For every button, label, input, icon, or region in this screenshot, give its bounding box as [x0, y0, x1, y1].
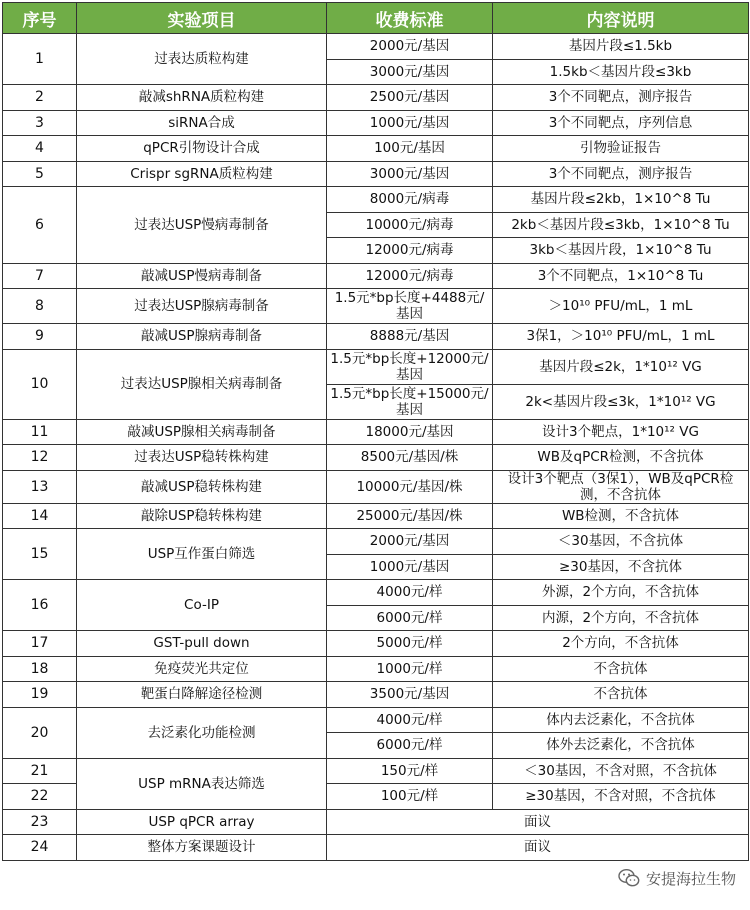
fee-standard: 6000元/样: [327, 733, 493, 759]
table-row: [3, 758, 749, 784]
project-name: qPCR引物设计合成: [77, 136, 327, 162]
project-name: 过表达USP腺病毒制备: [77, 289, 327, 324]
row-number: 3: [3, 110, 77, 136]
content-description: ＜30基因，不含对照，不含抗体: [493, 758, 749, 784]
fee-standard: 8000元/病毒: [327, 187, 493, 213]
content-description: 外源，2个方向，不含抗体: [493, 580, 749, 606]
row-number: 21: [3, 758, 77, 784]
row-number: 19: [3, 682, 77, 708]
content-description: 1.5kb＜基因片段≤3kb: [493, 59, 749, 85]
table-row: [3, 136, 749, 162]
content-description: ＞10¹⁰ PFU/mL，1 mL: [493, 289, 749, 324]
row-number: 15: [3, 529, 77, 580]
project-name: 过表达USP稳转株构建: [77, 445, 327, 471]
table-row: [3, 470, 749, 503]
fee-standard: 1000元/样: [327, 656, 493, 682]
row-number: 5: [3, 161, 77, 187]
project-name: 免疫荧光共定位: [77, 656, 327, 682]
row-number: 6: [3, 187, 77, 264]
watermark-text: 安提海拉生物: [645, 869, 736, 888]
table-row: [3, 110, 749, 136]
content-description: 面议: [327, 809, 749, 835]
content-description: 2kb＜基因片段≤3kb，1×10^8 Tu: [493, 212, 749, 238]
row-number: 9: [3, 324, 77, 350]
fee-standard: 1.5元*bp长度+15000元/基因: [327, 384, 493, 419]
project-name: 敲减USP腺病毒制备: [77, 324, 327, 350]
row-number: 16: [3, 580, 77, 631]
row-number: 13: [3, 470, 77, 503]
content-description: 体内去泛素化，不含抗体: [493, 707, 749, 733]
table-row: [3, 161, 749, 187]
table-row: [3, 631, 749, 657]
table-row: [3, 289, 749, 324]
content-description: ＜30基因，不含抗体: [493, 529, 749, 555]
project-name: USP qPCR array: [77, 809, 327, 835]
table-row: [3, 263, 749, 289]
fee-standard: 3500元/基因: [327, 682, 493, 708]
content-description: 3kb＜基因片段，1×10^8 Tu: [493, 238, 749, 264]
project-name: siRNA合成: [77, 110, 327, 136]
project-name: GST-pull down: [77, 631, 327, 657]
header-price: 收费标准: [327, 3, 493, 34]
fee-standard: 3000元/基因: [327, 161, 493, 187]
table-row: [3, 656, 749, 682]
content-description: WB检测，不含抗体: [493, 503, 749, 529]
table-row: [3, 419, 749, 445]
row-number: 7: [3, 263, 77, 289]
fee-standard: 100元/基因: [327, 136, 493, 162]
table-row: [3, 503, 749, 529]
fee-standard: 150元/样: [327, 758, 493, 784]
fee-standard: 8888元/基因: [327, 324, 493, 350]
table-row: [3, 85, 749, 111]
table-row: [3, 187, 749, 213]
content-description: 体外去泛素化，不含抗体: [493, 733, 749, 759]
project-name: 敲减USP慢病毒制备: [77, 263, 327, 289]
project-name: 整体方案课题设计: [77, 835, 327, 861]
fee-standard: 5000元/样: [327, 631, 493, 657]
row-number: 14: [3, 503, 77, 529]
project-name: USP mRNA表达筛选: [77, 758, 327, 809]
fee-standard: 25000元/基因/株: [327, 503, 493, 529]
fee-standard: 4000元/样: [327, 580, 493, 606]
row-number: 17: [3, 631, 77, 657]
content-description: 基因片段≤1.5kb: [493, 34, 749, 60]
fee-standard: 18000元/基因: [327, 419, 493, 445]
content-description: 设计3个靶点，1*10¹² VG: [493, 419, 749, 445]
project-name: 敲减shRNA质粒构建: [77, 85, 327, 111]
fee-standard: 12000元/病毒: [327, 263, 493, 289]
project-name: USP互作蛋白筛选: [77, 529, 327, 580]
fee-standard: 12000元/病毒: [327, 238, 493, 264]
content-description: 基因片段≤2kb，1×10^8 Tu: [493, 187, 749, 213]
content-description: 3保1，＞10¹⁰ PFU/mL，1 mL: [493, 324, 749, 350]
fee-standard: 1000元/基因: [327, 554, 493, 580]
row-number: 22: [3, 784, 77, 810]
fee-standard: 1000元/基因: [327, 110, 493, 136]
content-description: 面议: [327, 835, 749, 861]
project-name: Co-IP: [77, 580, 327, 631]
table-row: [3, 34, 749, 60]
fee-standard: 100元/样: [327, 784, 493, 810]
table-row: [3, 529, 749, 555]
content-description: 3个不同靶点，测序报告: [493, 161, 749, 187]
fee-standard: 1.5元*bp长度+4488元/基因: [327, 289, 493, 324]
project-name: 敲减USP稳转株构建: [77, 470, 327, 503]
table-row: [3, 445, 749, 471]
table-body: [3, 34, 749, 861]
fee-standard: 8500元/基因/株: [327, 445, 493, 471]
content-description: 不含抗体: [493, 656, 749, 682]
row-number: 18: [3, 656, 77, 682]
fee-standard: 2000元/基因: [327, 529, 493, 555]
row-number: 24: [3, 835, 77, 861]
content-description: 基因片段≤2k，1*10¹² VG: [493, 349, 749, 384]
project-name: 靶蛋白降解途径检测: [77, 682, 327, 708]
row-number: 10: [3, 349, 77, 419]
row-number: 2: [3, 85, 77, 111]
content-description: ≥30基因，不含抗体: [493, 554, 749, 580]
content-description: WB及qPCR检测，不含抗体: [493, 445, 749, 471]
content-description: 内源，2个方向，不含抗体: [493, 605, 749, 631]
row-number: 8: [3, 289, 77, 324]
project-name: 去泛素化功能检测: [77, 707, 327, 758]
project-name: Crispr sgRNA质粒构建: [77, 161, 327, 187]
header-description: 内容说明: [493, 3, 749, 34]
price-table: [2, 2, 749, 861]
table-row: [3, 707, 749, 733]
fee-standard: 1.5元*bp长度+12000元/基因: [327, 349, 493, 384]
row-number: 23: [3, 809, 77, 835]
row-number: 12: [3, 445, 77, 471]
content-description: 设计3个靶点（3保1），WB及qPCR检测，不含抗体: [493, 470, 749, 503]
table-row: [3, 809, 749, 835]
project-name: 过表达质粒构建: [77, 34, 327, 85]
project-name: 敲除USP稳转株构建: [77, 503, 327, 529]
table-row: [3, 349, 749, 384]
row-number: 4: [3, 136, 77, 162]
table-row: [3, 835, 749, 861]
fee-standard: 10000元/基因/株: [327, 470, 493, 503]
content-description: ≥30基因，不含对照，不含抗体: [493, 784, 749, 810]
content-description: 3个不同靶点，测序报告: [493, 85, 749, 111]
table-row: [3, 580, 749, 606]
content-description: 2k<基因片段≤3k，1*10¹² VG: [493, 384, 749, 419]
row-number: 20: [3, 707, 77, 758]
content-description: 不含抗体: [493, 682, 749, 708]
project-name: 过表达USP腺相关病毒制备: [77, 349, 327, 419]
content-description: 引物验证报告: [493, 136, 749, 162]
watermark: [614, 866, 740, 890]
fee-standard: 6000元/样: [327, 605, 493, 631]
table-row: [3, 682, 749, 708]
fee-standard: 3000元/基因: [327, 59, 493, 85]
table-row: [3, 324, 749, 350]
content-description: 3个不同靶点，序列信息: [493, 110, 749, 136]
fee-standard: 2500元/基因: [327, 85, 493, 111]
header-no: 序号: [3, 3, 77, 34]
row-number: 11: [3, 419, 77, 445]
wechat-icon: [618, 868, 640, 888]
fee-standard: 2000元/基因: [327, 34, 493, 60]
content-description: 2个方向，不含抗体: [493, 631, 749, 657]
row-number: 1: [3, 34, 77, 85]
project-name: 过表达USP慢病毒制备: [77, 187, 327, 264]
fee-standard: 10000元/病毒: [327, 212, 493, 238]
header-row: [3, 3, 749, 34]
content-description: 3个不同靶点，1×10^8 Tu: [493, 263, 749, 289]
fee-standard: 4000元/样: [327, 707, 493, 733]
header-project: 实验项目: [77, 3, 327, 34]
project-name: 敲减USP腺相关病毒制备: [77, 419, 327, 445]
